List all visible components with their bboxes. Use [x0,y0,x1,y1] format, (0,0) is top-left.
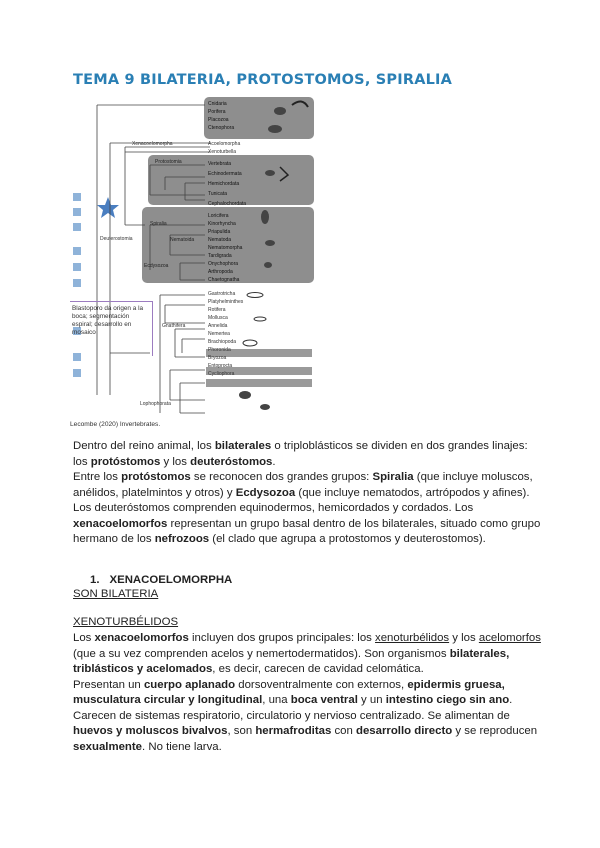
taxon-label: Arthropoda [208,269,233,275]
taxon-label: Gastrotricha [208,291,236,297]
term-protostomos: protóstomos [121,471,191,483]
marker-5 [73,263,81,271]
text: representan un grupo basal dentro de los bilaterales, situado como grupo hermano de los [73,517,541,545]
text: (que incluye moluscos, anélidos, platelmintos y otros) y [73,471,533,499]
text: o triploblásticos se dividen en dos grandes linajes: los [73,440,528,468]
taxon-label: Mollusca [208,315,228,321]
taxon-label: Priapulida [208,229,231,235]
clade-label-spiralia: Spiralia [150,221,167,227]
callout-text: Blastoporo da origen a la boca; segmentación espiral; desarrollo en mosaico [72,305,144,336]
term-desarrollo-directo: desarrollo directo [356,725,453,737]
subheading-xenoturbelidos: XENOTURBÉLIDOS [73,616,179,628]
bar-annelida [206,379,312,387]
subheading-son-bilateria: SON BILATERIA [73,588,159,600]
text: dorsoventralmente con externos, [235,678,408,691]
text: . No tiene larva. [142,740,222,753]
taxon-label: Acoelomorpha [208,141,241,147]
term-sexualmente: sexualmente [73,740,143,753]
taxon-label: Hemichordata [208,181,240,187]
taxon-label: Brachiopoda [208,339,237,345]
text: . [272,455,276,468]
taxon-label: Placozoa [208,117,229,123]
text: , una [262,694,291,706]
text: (que incluye nematodos, artrópodos y afines). [295,486,530,499]
term-ecdysozoa: Ecdysozoa [235,486,296,499]
taxon-label: Cnidaria [208,101,227,107]
taxon-label: Entoprocta [208,363,233,369]
text: y los [449,632,479,644]
term-xenacoelomorfos: xenacoelomorfos [73,517,168,530]
intro-paragraph [73,439,543,548]
marker-2 [73,208,81,216]
term-intestino-ciego: intestino ciego sin ano [385,694,510,706]
text: (que a su vez comprenden acelos y nemertodermatidos). Son organismos [73,647,450,660]
term-xenacoelomorfos: xenacoelomorfos [94,632,189,644]
clade-label-xenacoelomorpha: Xenacoelomorpha [132,141,173,147]
taxon-label: Tardigrada [208,253,232,259]
taxon-label: Loricifera [208,213,229,219]
text: y un [357,694,386,706]
clade-label-gnathifera: Gnathifera [162,323,186,329]
phylogeny-figure [70,95,320,435]
star-icon [97,197,119,218]
section-title: XENACOELOMORPHA [109,574,233,586]
term-hermafroditas: hermafroditas [255,725,332,737]
term-nefrozoos: nefrozoos [154,533,210,545]
marker-1 [73,193,81,201]
text: , es decir, carecen de cavidad celomática. [212,663,424,675]
text: (el clado que agrupa a protostomos y deuterostomos). [209,533,486,545]
taxon-label: Cycliophora [208,371,235,377]
text: . [509,694,513,706]
text: incluyen dos grupos principales: los [188,632,376,644]
marker-4 [73,247,81,255]
taxon-label: Nematomorpha [208,245,243,251]
taxon-label: Nematoda [208,237,232,243]
taxon-label: Chaetognatha [208,277,240,283]
text: se reconocen dos grandes grupos: [190,471,373,483]
text: , son [227,725,256,737]
text: Los [73,632,95,644]
section-heading [90,574,232,586]
taxon-label: Xenoturbella [208,149,237,155]
taxon-label: Vertebrata [208,161,232,167]
text: Dentro del reino animal, los [73,440,215,452]
taxon-label: Rotifera [208,307,226,313]
term-xenoturbelidos: xenoturbélidos [375,632,450,644]
clade-label-nematoida: Nematoida [170,237,195,243]
clade-label-protostomia: Protostomia [155,159,182,165]
taxon-label: Nemertea [208,331,230,337]
term-protostomos: protóstomos [90,455,161,468]
page-title: TEMA 9 BILATERIA, PROTOSTOMOS, SPIRALIA [73,72,453,88]
term-bilaterales-triblasticos-acelomados: bilaterales, triblásticos y acelomados [73,647,510,675]
taxon-label: Tunicata [208,191,227,197]
text: Los deuteróstomos comprenden equinodermos, hemicordados y cordados. Los [73,502,474,514]
taxon-label: Phoronida [208,347,231,353]
term-cuerpo-aplanado: cuerpo aplanado [143,678,236,691]
clade-label-lophophorata: Lophophorata [140,401,171,407]
term-huevos-moluscos: huevos y moluscos bivalvos [73,725,228,737]
taxon-label: Ctenophora [208,125,235,131]
figure-callout [70,301,153,356]
section-number: 1. [90,574,100,586]
text: y los [160,455,191,468]
term-bilaterales: bilaterales [214,440,272,452]
taxon-label: Annelida [208,323,228,329]
side-label: Deuterostomia [100,236,133,242]
marker-9 [73,369,81,377]
term-acelomorfos: acelomorfos [478,632,541,644]
figure-credit: Lecombe (2020) Invertebrates. [70,421,161,428]
taxon-label: Onychophora [208,261,239,267]
term-spiralia: Spiralia [372,471,414,483]
text: Entre los [73,471,122,483]
taxon-label: Bryozoa [208,355,227,361]
text: con [331,725,356,737]
taxon-label: Platyhelminthes [208,299,244,305]
taxon-label: Kinorhyncha [208,221,236,227]
term-deuterostomos: deuteróstomos [190,455,273,468]
taxon-label: Porifera [208,109,226,115]
text: Presentan un [73,678,144,691]
marker-6 [73,279,81,287]
term-boca-ventral: boca ventral [290,694,358,706]
phylogenetic-tree [70,95,320,435]
body-paragraph [73,631,543,755]
taxon-label: Echinodermata [208,171,242,177]
term-epidermis-musculatura: epidermis gruesa, musculatura circular y longitudinal [73,678,505,706]
clade-label-ecdysozoa: Ecdysozoa [144,263,169,269]
marker-3 [73,223,81,231]
taxon-label: Cephalochordata [208,201,247,207]
text: y se reproducen [452,725,538,737]
text: Carecen de sistemas respiratorio, circulatorio y nervioso centralizado. Se alimentan de [73,709,510,722]
